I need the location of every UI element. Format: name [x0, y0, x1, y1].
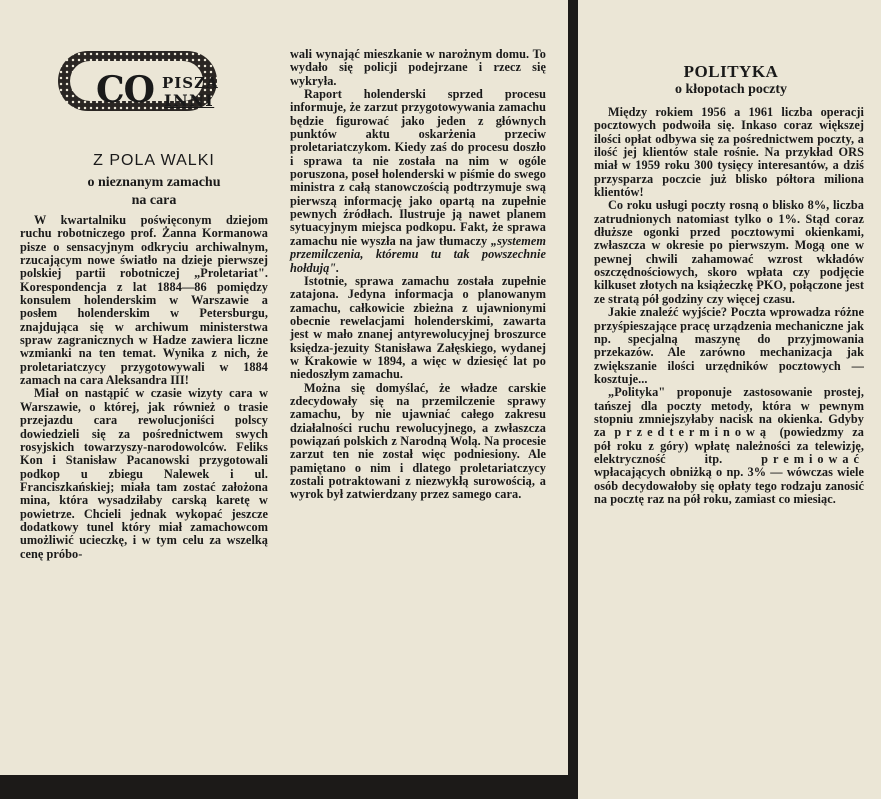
paragraph-text: Raport holenderski sprzed procesu informuje, że zarzut przygotowywania zamachu będzie figurować jako jeden z głównych punktów aktu oskarżenia przeciw proletariatczykom. Kiedy zaś do procesu doszło i sprawa ta nie została na nim w ogóle poruszona, poseł holenderski w piśmie do swego ministra z całą stanowczością podtrzymuje swą pierwszą informację jako opartą na zupełnie pewnych źródłach. Ilustruje ją nawet planem sytuacyjnym miejsca podkopu. Fakt, że sprawa zamachu nie wyszła na jaw tłumaczy [290, 87, 546, 248]
article-subtitle-left-line2: na cara [131, 193, 177, 208]
logo-inni-text: INNI [164, 91, 215, 110]
article-subtitle-left-line1: o nieznanym zamachu [87, 175, 221, 190]
paragraph [290, 88, 546, 275]
paragraph: Co roku usługi poczty rosną o blisko 8%, liczba zatrudnionych natomiast tylko o 1%. Stąd coraz dłuższe ogonki przed pocztowymi okienkami, zwłaszcza w okresie po pierwszym. Mogą one w pewnej chwili zahamować wzrost wkładów oszczędnościowych, skoro wpłata czy podjęcie kilkuset złotych na książeczkę PKO, połączone jest ze stratą pół godziny czy więcej czasu. [594, 198, 864, 306]
quote: „systemem przemilczenia, któremu tu tak powszechnie hołdują". [290, 233, 546, 275]
logo-pisza-text: PISZĄ [162, 74, 219, 92]
left-column-2 [290, 48, 546, 502]
article-title-right: POLITYKA [683, 62, 779, 81]
paragraph: Można się domyślać, że władze carskie zdecydowały się na przemilczenie sprawy zamachu, by nie ujawniać całego zakresu działalności ruchu rewolucyjnego, a zwłaszcza powiązań polskich z Narodną Wolą. Na procesie zarzut ten nie został więc podniesiony. Ale pamiętano o nim i dlatego proletariatczycy zostali potraktowani z niezwykłą surowością, a wyrok był zatwierdzany przez samego cara. [290, 380, 546, 502]
logo-co-text: CO [96, 69, 155, 111]
spaced-word: premiować [761, 451, 864, 466]
article-title-left: Z POLA WALKI [93, 152, 215, 169]
logo-plate [70, 61, 219, 111]
paragraph: Miał on nastąpić w czasie wizyty cara w Warszawie, o której, jak również o trasie przejazdu cara rewolucjoniści polscy dowiedzieli się za pośrednictwem swych rosyjskich towarzyszy-narodowolców. Feliks Kon i Stanisław Pacanowski przygotowali podkop u zbiegu Nalewek i ul. Franciszkańskiej; miała tam zostać założona mina, która wysadziłaby carską karetę w powietrze. Chcieli jednak wykopać jeszcze dodatkowy tunel który miał zamachowcom umożliwić ucieczkę, i w tym celu za wszelką cenę próbo- [20, 386, 268, 561]
paragraph: Jakie znaleźć wyjście? Poczta wprowadza różne przyśpieszające pracę urządzenia mechaniczne jak np. specjalną maszynę do przyjmowania przekazów. Ale zarówno mechanizacja jak zwiększanie ilości urzędników pocztowych — kosztuje... [594, 305, 864, 386]
paragraph [594, 386, 864, 506]
paragraph: wali wynająć mieszkanie w narożnym domu. To wydało się policji podejrzane i rzecz się wykryła. [290, 47, 546, 88]
paragraph: Między rokiem 1956 a 1961 liczba operacji pocztowych podwoiła się. Inkaso coraz większej ilości opłat odbywa się za pośrednictwem poczty, a ilość jej klientów stale rośnie. Na przykład ORS miał w 1959 roku 300 tysięcy interesantów, a dziś przysparza poczcie już blisko półtora miliona klientów! [594, 105, 864, 200]
co-pisza-inni-logo [58, 51, 217, 111]
paragraph-text: wpłacających obniżką o np. 3% — wówczas wiele osób decydowałoby się opłaty tego rodzaju zanosić na pocztę raz na pół roku, zamiast co miesiąc. [594, 465, 864, 506]
article-subtitle-right: o kłopotach poczty [675, 82, 787, 97]
paragraph: Istotnie, sprawa zamachu została zupełnie zatajona. Jedyna informacja o planowanym zamachu, całkowicie zbieżna z ujawnionymi obecnie rewelacjami holenderskimi, zawarta jest w mało znanej antyrewolucyjnej broszurce księdza-jezuity Stanisława Załęskiego, wydanej w Krakowie w 1894, a więc w dziesięć lat po niedoszłym zamachu. [290, 273, 546, 382]
spaced-word: przedterminową [614, 425, 772, 440]
left-column-1 [20, 214, 268, 561]
paragraph: W kwartalniku poświęconym dziejom ruchu robotniczego prof. Żanna Kormanowa pisze o sensacyjnym odkryciu archiwalnym, rzucającym nowe światło na dzieje pierwszej polskiej partii robotniczej „Proletariat". Korespondencja z lat 1884—86 pomiędzy konsulem holenderskim w Warszawie a posłem holenderskim w Petersburgu, znajdująca się w archiwum ministerstwa spraw zagranicznych w Hadze zawiera liczne wzmianki na ten temat. Wynika z nich, że proletariatczycy przygotowywali w 1884 zamach na cara Aleksandra III! [20, 213, 268, 388]
article-subtitle-left [40, 174, 268, 210]
paragraph-text: „Polityka" proponuje zastosowanie prostej, tańszej dla poczty metody, która w pewnym stopniu zmniejszyłaby nacisk na okienka. Gdyby za [594, 385, 864, 440]
paragraph-text: (powiedzmy za pół roku z góry) wpłatę należności za telewizję, elektryczność itp. [594, 425, 864, 466]
right-column [594, 106, 864, 506]
